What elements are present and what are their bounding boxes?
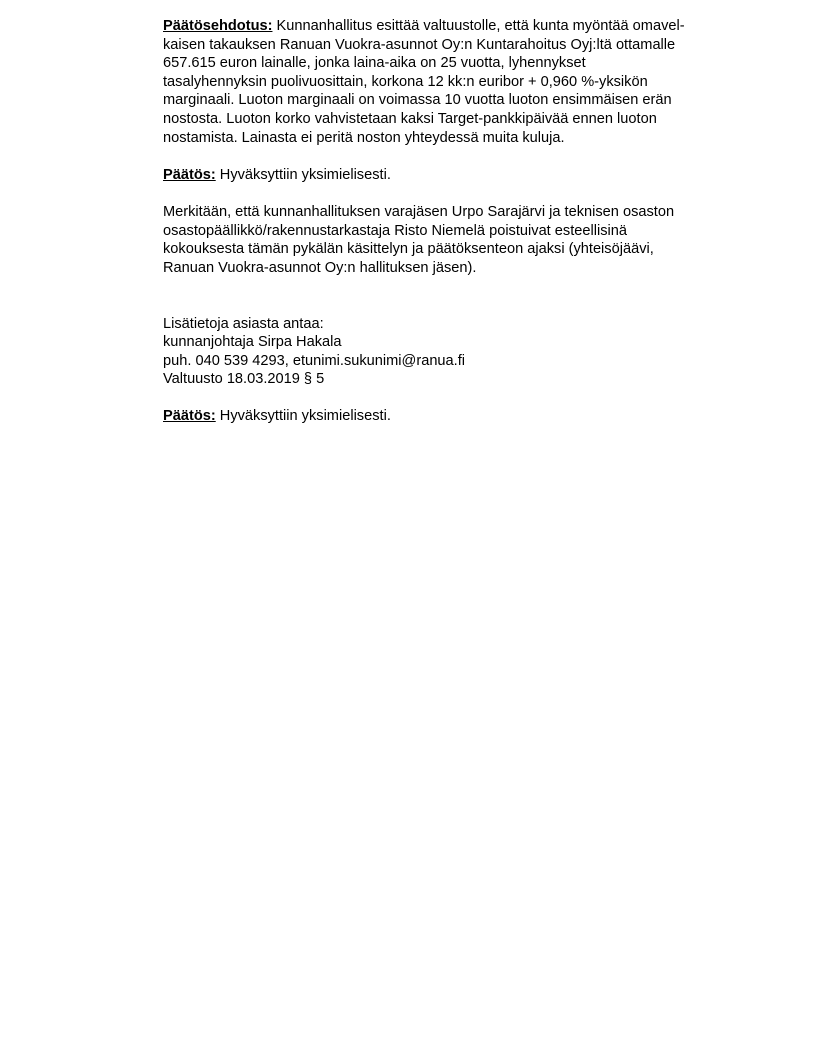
- note-line: Ranuan Vuokra-asunnot Oy:n hallituksen jäsen).: [163, 259, 477, 276]
- proposal-line: nostamista. Lainasta ei peritä noston yhteydessä muita kuluja.: [163, 129, 565, 146]
- decision-paragraph: [163, 166, 743, 185]
- proposal-line: [163, 17, 743, 36]
- proposal-line: kaisen takauksen Ranuan Vuokra-asunnot Oy:n Kuntarahoitus Oyj:ltä ottamalle: [163, 36, 676, 53]
- proposal-paragraph: [163, 17, 743, 147]
- contact-line: puh. 040 539 4293, etunimi.sukunimi@ranua.fi: [163, 352, 466, 369]
- proposal-line: nostosta. Luoton korko vahvistetaan kaksi Target-pankkipäivää ennen luoton: [163, 110, 657, 127]
- note-paragraph: [163, 203, 743, 277]
- proposal-label: Päätösehdotus:: [163, 18, 273, 34]
- note-line: osastopäällikkö/rakennustarkastaja Risto Niemelä poistuivat esteellisinä: [163, 222, 627, 239]
- decision-label: Päätös:: [163, 166, 216, 183]
- document-body: [163, 17, 743, 426]
- decision-text: Hyväksyttiin yksimielisesti.: [215, 408, 391, 425]
- spacer: [163, 277, 743, 314]
- decision-line: [163, 166, 743, 185]
- proposal-line: tasalyhennyksin puolivuosittain, korkona 12 kk:n euribor + 0,960 %-yksikön: [163, 73, 648, 90]
- spacer: [163, 147, 743, 166]
- contact-line: Valtuusto 18.03.2019 § 5: [163, 371, 325, 388]
- proposal-line-text: Kunnanhallitus esittää valtuustolle, että kunta myöntää omavel-: [272, 18, 685, 34]
- spacer: [163, 389, 743, 408]
- proposal-line: 657.615 euron lainalle, jonka laina-aika on 25 vuotta, lyhennykset: [163, 55, 586, 72]
- decision-text: Hyväksyttiin yksimielisesti.: [215, 166, 391, 183]
- note-line: Merkitään, että kunnanhallituksen varajäsen Urpo Sarajärvi ja teknisen osaston: [163, 203, 675, 220]
- proposal-line: marginaali. Luoton marginaali on voimassa 10 vuotta luoton ensimmäisen erän: [163, 92, 672, 109]
- spacer: [163, 184, 743, 203]
- decision-paragraph: [163, 407, 743, 426]
- note-line: kokouksesta tämän pykälän käsittelyn ja päätöksenteon ajaksi (yhteisöjäävi,: [163, 241, 654, 258]
- contact-paragraph: [163, 315, 743, 389]
- decision-line: [163, 407, 743, 426]
- contact-line: Lisätietoja asiasta antaa:: [163, 315, 324, 332]
- contact-line: kunnanjohtaja Sirpa Hakala: [163, 334, 342, 351]
- decision-label: Päätös:: [163, 408, 216, 425]
